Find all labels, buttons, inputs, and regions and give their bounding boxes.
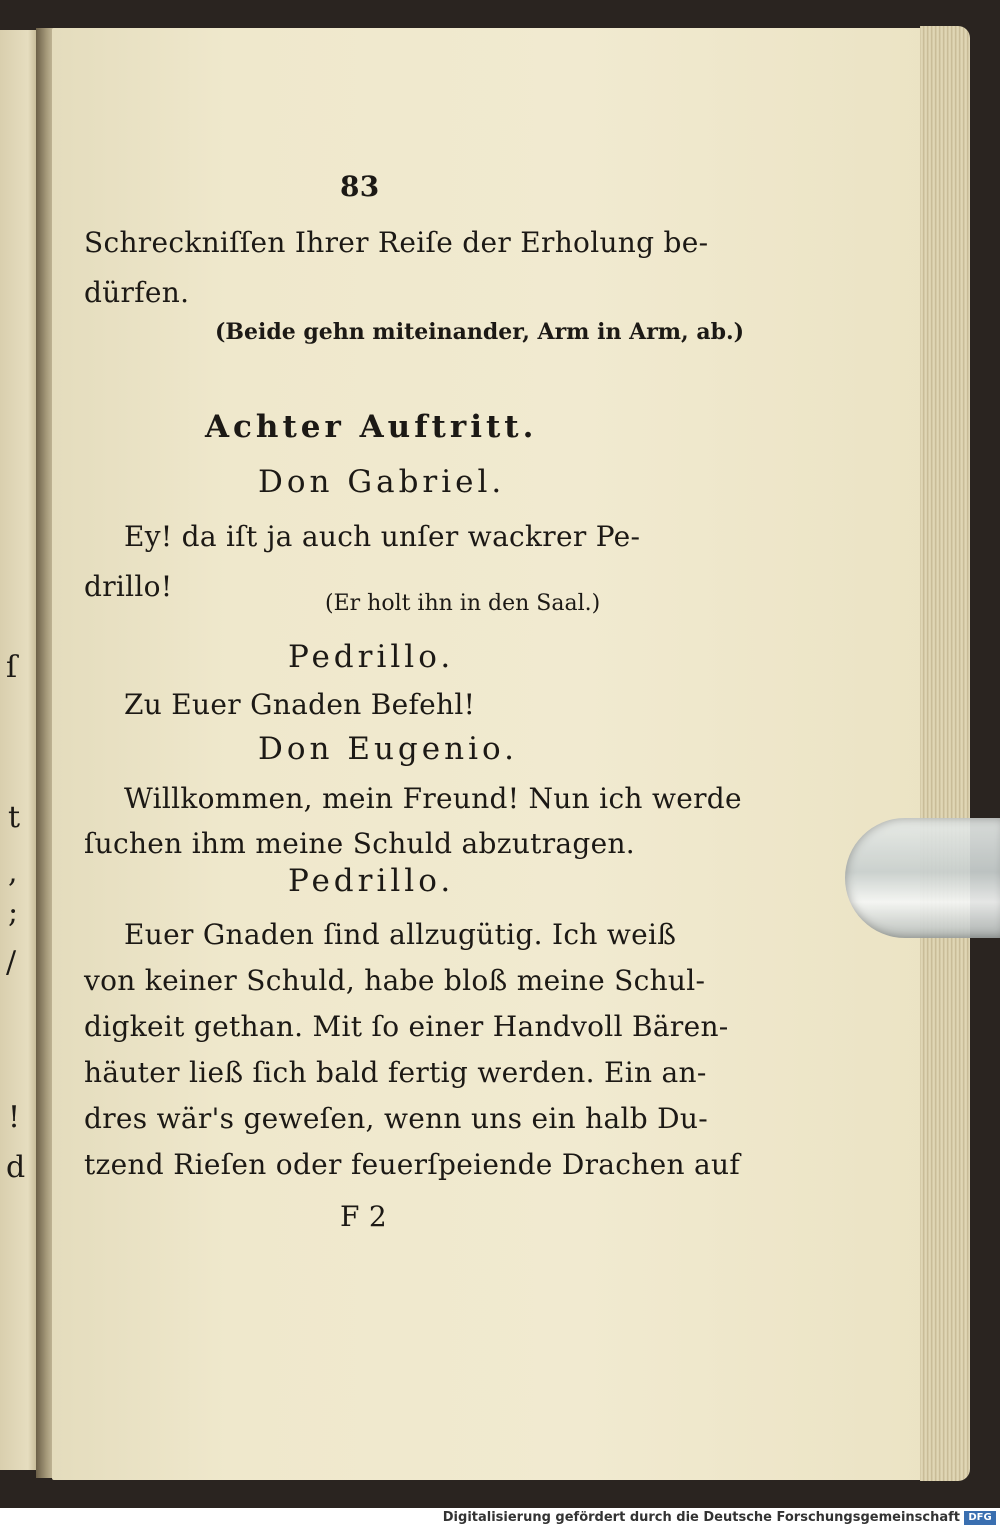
text-line: Schreckniſſen Ihrer Reiſe der Erholung be- <box>84 226 709 259</box>
page-number: 83 <box>340 170 380 203</box>
dfg-logo: DFG <box>964 1511 996 1525</box>
speaker-name: Pedrillo. <box>288 639 455 675</box>
text-line: ſuchen ihm meine Schuld abzutragen. <box>84 827 636 860</box>
footer-credit: Digitalisierung gefördert durch die Deutsche Forschungsgemeinschaft <box>442 1510 960 1525</box>
text-line: drillo! <box>84 570 173 603</box>
speaker-name: Don Gabriel. <box>258 464 506 500</box>
stage-direction: (Er holt ihn in den Saal.) <box>325 591 601 616</box>
text-line: tzend Rieſen oder feuerſpeiende Drachen auf <box>84 1148 741 1181</box>
speaker-name: Pedrillo. <box>288 863 455 899</box>
text-line: digkeit gethan. Mit ſo einer Handvoll Bären- <box>84 1010 729 1043</box>
left-mark: ! <box>8 1100 21 1135</box>
left-mark: ſ <box>6 650 18 685</box>
text-line: Euer Gnaden ſind allzugütig. Ich weiß <box>124 918 677 951</box>
text-line: von keiner Schuld, habe bloß meine Schul- <box>84 964 706 997</box>
footer-bar <box>0 1508 1000 1528</box>
left-mark: / <box>6 945 17 980</box>
left-mark: d <box>6 1150 26 1185</box>
text-line: dürfen. <box>84 276 190 309</box>
text-line: häuter ließ ſich bald fertig werden. Ein an- <box>84 1056 707 1089</box>
left-mark: ; <box>8 895 19 930</box>
stage-direction: (Beide gehn miteinander, Arm in Arm, ab.) <box>215 319 745 345</box>
text-line: Zu Euer Gnaden Befehl! <box>124 688 476 721</box>
text-line: Willkommen, mein Freund! Nun ich werde <box>124 782 742 815</box>
speaker-name: Don Eugenio. <box>258 731 518 767</box>
text-line: Ey! da iſt ja auch unſer wackrer Pe- <box>124 520 641 553</box>
text-line: dres wär's geweſen, wenn uns ein halb Du- <box>84 1102 709 1135</box>
page-clip <box>845 818 1000 938</box>
left-mark: , <box>8 855 18 890</box>
scene-heading: Achter Auftritt. <box>205 409 538 445</box>
left-mark: t <box>8 800 21 835</box>
signature-mark: F 2 <box>340 1200 388 1233</box>
